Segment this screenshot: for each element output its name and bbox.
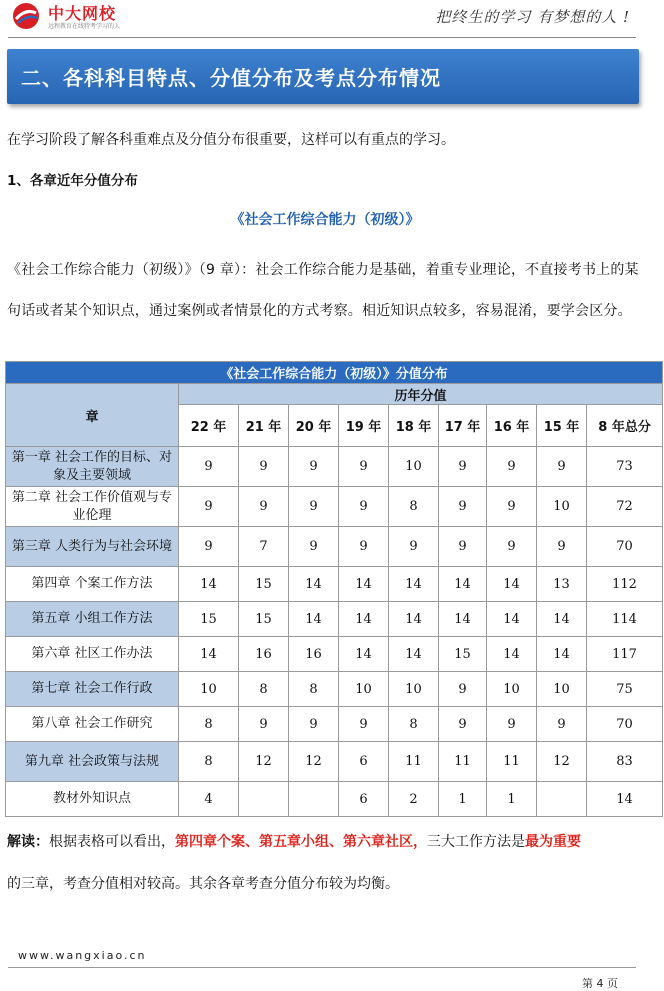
score-cell: 11 — [389, 742, 439, 782]
chapter-header: 章 — [6, 384, 179, 447]
year-column-header: 16 年 — [487, 405, 537, 447]
chapter-name: 第七章 社会工作行政 — [6, 672, 179, 707]
table-row — [6, 567, 663, 602]
score-cell: 11 — [487, 742, 537, 782]
chapter-name: 第九章 社会政策与法规 — [6, 742, 179, 782]
score-cell — [537, 782, 587, 817]
brand-logo-icon — [12, 2, 40, 30]
score-cell: 9 — [439, 527, 487, 567]
score-cell: 15 — [239, 567, 289, 602]
score-cell: 8 — [179, 742, 239, 782]
score-cell: 9 — [439, 487, 487, 527]
year-column-header: 21 年 — [239, 405, 289, 447]
score-cell: 8 — [179, 707, 239, 742]
score-cell: 1 — [439, 782, 487, 817]
score-cell: 9 — [289, 707, 339, 742]
year-column-header: 17 年 — [439, 405, 487, 447]
score-cell: 9 — [339, 447, 389, 487]
score-cell: 8 — [389, 707, 439, 742]
score-cell: 11 — [439, 742, 487, 782]
score-cell: 9 — [487, 447, 537, 487]
score-cell: 14 — [537, 602, 587, 637]
score-cell: 10 — [389, 447, 439, 487]
score-cell: 14 — [587, 782, 663, 817]
score-cell: 83 — [587, 742, 663, 782]
score-cell: 70 — [587, 527, 663, 567]
table-row — [6, 487, 663, 527]
score-cell: 1 — [487, 782, 537, 817]
score-cell: 9 — [239, 707, 289, 742]
score-cell: 15 — [239, 602, 289, 637]
table-row — [6, 672, 663, 707]
score-cell: 9 — [239, 447, 289, 487]
year-column-header: 22 年 — [179, 405, 239, 447]
score-cell: 14 — [339, 602, 389, 637]
score-cell: 9 — [389, 527, 439, 567]
score-cell: 10 — [389, 672, 439, 707]
score-cell: 2 — [389, 782, 439, 817]
score-cell: 9 — [179, 447, 239, 487]
page-number: 第 4 页 — [582, 977, 618, 990]
header-divider — [8, 37, 636, 38]
score-cell: 9 — [439, 447, 487, 487]
year-column-header: 19 年 — [339, 405, 389, 447]
score-cell: 9 — [179, 487, 239, 527]
score-cell: 14 — [389, 637, 439, 672]
score-cell: 12 — [239, 742, 289, 782]
year-column-header: 8 年总分 — [587, 405, 663, 447]
score-cell: 10 — [339, 672, 389, 707]
score-cell: 14 — [339, 637, 389, 672]
score-cell: 10 — [537, 487, 587, 527]
score-cell: 9 — [487, 487, 537, 527]
score-cell: 9 — [487, 707, 537, 742]
chapter-name: 第八章 社会工作研究 — [6, 707, 179, 742]
score-cell: 9 — [339, 487, 389, 527]
note-text-1: 根据表格可以看出， — [49, 834, 175, 850]
score-cell: 7 — [239, 527, 289, 567]
score-cell: 12 — [537, 742, 587, 782]
chapter-name: 教材外知识点 — [6, 782, 179, 817]
table-row — [6, 637, 663, 672]
section-heading: 1、各章近年分值分布 — [7, 173, 138, 189]
footer-divider — [8, 967, 636, 968]
banner-title: 二、各科科目特点、分值分布及考点分布情况 — [21, 66, 441, 90]
header-slogan: 把终生的学习 有梦想的人 ! — [435, 8, 630, 26]
year-column-header: 20 年 — [289, 405, 339, 447]
section-banner — [7, 49, 639, 104]
score-cell: 9 — [439, 707, 487, 742]
note-highlight: 第四章个案、第五章小组、第六章社区， — [175, 834, 427, 850]
subject-title: 《社会工作综合能力（初级）》 — [230, 212, 420, 228]
chapter-name: 第三章 人类行为与社会环境 — [6, 527, 179, 567]
table-caption: 《社会工作综合能力（初级）》分值分布 — [6, 362, 663, 384]
score-distribution-table — [5, 361, 663, 817]
score-cell: 9 — [289, 527, 339, 567]
brand-logo[interactable] — [12, 0, 152, 32]
score-cell: 73 — [587, 447, 663, 487]
year-column-header: 18 年 — [389, 405, 439, 447]
score-cell: 14 — [289, 602, 339, 637]
score-cell: 15 — [439, 637, 487, 672]
score-cell: 14 — [339, 567, 389, 602]
chapter-name: 第一章 社会工作的目标、对象及主要领域 — [6, 447, 179, 487]
score-cell: 14 — [389, 602, 439, 637]
score-cell: 10 — [179, 672, 239, 707]
score-cell: 9 — [487, 527, 537, 567]
score-cell: 14 — [487, 637, 537, 672]
table-row — [6, 782, 663, 817]
score-cell: 9 — [179, 527, 239, 567]
table-row — [6, 742, 663, 782]
score-cell: 9 — [537, 447, 587, 487]
note-emphasis: 最为重要 — [525, 834, 581, 850]
score-cell: 75 — [587, 672, 663, 707]
score-cell — [239, 782, 289, 817]
interpretation-note — [7, 832, 581, 852]
score-cell: 6 — [339, 782, 389, 817]
score-cell: 16 — [289, 637, 339, 672]
score-cell: 14 — [537, 637, 587, 672]
note-text-2: 三大工作方法是 — [427, 834, 525, 850]
score-cell: 8 — [389, 487, 439, 527]
score-cell: 9 — [439, 672, 487, 707]
score-cell: 9 — [289, 447, 339, 487]
interpretation-note-line2: 的三章，考查分值相对较高。其余各章考查分值分布较为均衡。 — [7, 876, 399, 892]
score-cell: 14 — [389, 567, 439, 602]
chapter-name: 第二章 社会工作价值观与专业伦理 — [6, 487, 179, 527]
score-cell: 9 — [289, 487, 339, 527]
chapter-name: 第五章 小组工作方法 — [6, 602, 179, 637]
chapter-name: 第四章 个案工作方法 — [6, 567, 179, 602]
footer-url[interactable]: www.wangxiao.cn — [18, 949, 147, 962]
score-cell: 14 — [179, 567, 239, 602]
score-cell: 114 — [587, 602, 663, 637]
score-cell: 15 — [179, 602, 239, 637]
brand-name: 中大网校 — [48, 4, 117, 23]
intro-paragraph: 在学习阶段了解各科重难点及分值分布很重要，这样可以有重点的学习。 — [7, 132, 455, 148]
score-cell: 9 — [537, 527, 587, 567]
score-cell: 9 — [239, 487, 289, 527]
year-column-header: 15 年 — [537, 405, 587, 447]
page-header — [0, 0, 664, 38]
years-header: 历年分值 — [179, 384, 663, 405]
brand-subtitle: 远程教育在线特考学习的人 — [48, 23, 121, 30]
table-row — [6, 527, 663, 567]
score-cell: 10 — [537, 672, 587, 707]
score-cell: 8 — [239, 672, 289, 707]
score-cell: 9 — [339, 707, 389, 742]
table-row — [6, 602, 663, 637]
score-cell: 8 — [289, 672, 339, 707]
note-label: 解读： — [7, 834, 49, 850]
score-cell: 9 — [339, 527, 389, 567]
score-cell: 14 — [179, 637, 239, 672]
score-cell: 14 — [439, 602, 487, 637]
table-row — [6, 447, 663, 487]
chapter-name: 第六章 社区工作办法 — [6, 637, 179, 672]
score-cell: 13 — [537, 567, 587, 602]
score-cell: 14 — [487, 602, 537, 637]
score-cell: 70 — [587, 707, 663, 742]
score-cell: 6 — [339, 742, 389, 782]
score-cell: 112 — [587, 567, 663, 602]
score-cell: 14 — [487, 567, 537, 602]
score-cell: 9 — [537, 707, 587, 742]
score-cell: 72 — [587, 487, 663, 527]
score-cell: 117 — [587, 637, 663, 672]
score-cell: 12 — [289, 742, 339, 782]
score-cell: 16 — [239, 637, 289, 672]
score-cell: 10 — [487, 672, 537, 707]
score-cell: 14 — [439, 567, 487, 602]
score-cell — [289, 782, 339, 817]
score-cell: 4 — [179, 782, 239, 817]
score-cell: 14 — [289, 567, 339, 602]
table-row — [6, 707, 663, 742]
subject-description: 《社会工作综合能力（初级）》（9 章）：社会工作综合能力是基础，着重专业理论，不直接考书上的某句话或者某个知识点，通过案例或者情景化的方式考察。相近知识点较多，容易混淆，要学会区分。 — [7, 262, 639, 319]
